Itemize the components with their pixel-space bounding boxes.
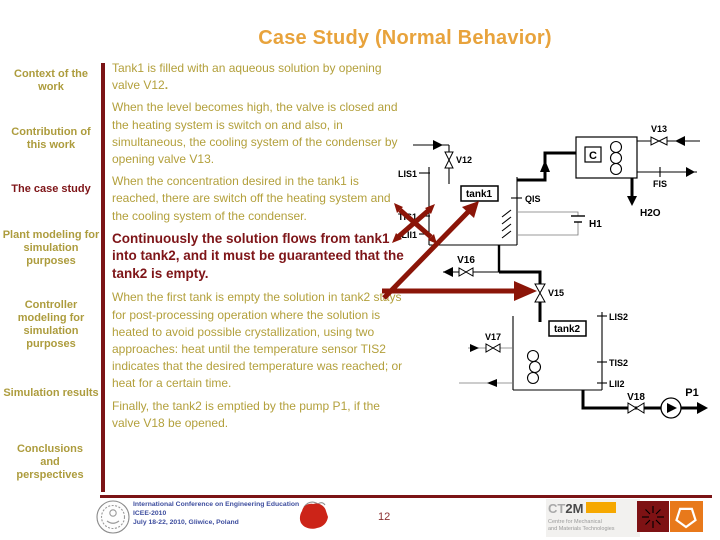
conference-name: International Conference on Engineering Education: [133, 501, 300, 508]
flow-arrow-right-icon: [470, 344, 479, 352]
h2o-label: H2O: [640, 208, 661, 219]
vapor-pipe-group: [517, 153, 576, 180]
flow-arrow-left-icon: [443, 267, 453, 277]
flow-arrow-out-icon: [697, 402, 708, 414]
footer-divider: [100, 495, 712, 498]
feed-line-group: [413, 140, 472, 184]
paragraph-highlight-flow: Continuously the solution flows from tank1 into tank2, and it must be guaranteed that the tank2 is empty.: [112, 230, 404, 281]
tank1-heater-coil-icon: [502, 210, 511, 238]
tank2-drain-group: [583, 387, 708, 418]
valve-v18-icon: [628, 403, 644, 413]
condenser-group: [576, 137, 637, 178]
pump-p1-icon: [661, 398, 681, 418]
ct2m-subtitle-line2: and Materials Technologies: [548, 525, 615, 532]
conference-edition: ICEE-2010: [133, 510, 167, 517]
process-diagram: [378, 118, 715, 428]
sidebar-separator: [101, 63, 105, 492]
sensor-tis1-label: TIS1: [397, 212, 417, 222]
flow-arrow-left-icon: [487, 379, 497, 387]
sidebar-item-plant-modeling[interactable]: Plant modeling for simulation purposes: [2, 229, 100, 267]
valve-v17-icon: [486, 344, 500, 352]
flow-arrow-down-icon: [627, 196, 637, 206]
paragraph-level-high: When the level becomes high, the valve is closed and the heating system is switch on and also, in simultaneous, the cooling system of the condenser by opening valve V13.: [112, 100, 398, 167]
sidebar-item-conclusions[interactable]: Conclusions and perspectives: [16, 443, 84, 481]
valve-v15-icon: [535, 284, 545, 302]
valve-v17-label: V17: [484, 332, 502, 342]
sidebar-item-context-of-work[interactable]: Context of the work: [14, 68, 88, 93]
paragraph-post-processing: When the first tank is empty the solution in tank2 stays for post-processing operation where the solution is heated to avoid possible crystallization, using two approaches: heat until the temperature sensor TIS2 indicates that the desired temperature was reached; or heat for a certain time.: [112, 290, 403, 391]
valve-v18-label: V18: [627, 392, 645, 403]
ct2m-orange-bar: [586, 502, 616, 513]
uminho-logo: [637, 501, 703, 533]
cooling-inlet-group: [637, 124, 700, 146]
sensor-fis-label: FIS: [652, 179, 668, 189]
ct2m-logo: [546, 499, 640, 537]
flow-arrow-in-icon: [433, 140, 443, 150]
valve-v16-icon: [459, 268, 473, 276]
ct2m-subtitle-line1: Centre for Mechanical: [548, 519, 602, 525]
v17-inlet-group: [468, 332, 513, 352]
valve-v16-label: V16: [457, 255, 475, 266]
sensor-lis1-label: LIS1: [397, 169, 417, 179]
sidebar-item-controller-modeling[interactable]: Controller modeling for simulation purposes: [17, 299, 85, 350]
page-number: 12: [378, 511, 391, 523]
fis-outlet-group: [637, 167, 697, 189]
conference-seal-logo: [95, 499, 131, 535]
paragraph-emptied-pump: Finally, the tank2 is emptied by the pump P1, if the valve V18 be opened.: [112, 398, 380, 430]
sidebar-item-simulation-results[interactable]: Simulation results: [3, 387, 99, 399]
condenser-c-label: C: [589, 150, 597, 162]
paragraph-concentration: When the concentration desired in the tank1 is reached, there are switch off the heating system and the cooling system of the condenser.: [112, 174, 391, 223]
flow-arrow-up-icon: [540, 160, 550, 172]
valve-v13-label: V13: [650, 124, 668, 134]
page-title: Case Study (Normal Behavior): [258, 27, 552, 49]
sensor-lii1-label: LII1: [401, 230, 417, 240]
bold-period: .: [164, 78, 169, 93]
annotation-arrows-group: [382, 201, 537, 301]
tank1-label: tank1: [465, 189, 493, 200]
pump-p1-label: P1: [685, 387, 699, 399]
sidebar-item-contribution[interactable]: Contribution of this work: [11, 126, 91, 151]
sensor-tis2-label: TIS2: [609, 358, 629, 368]
tank1-drain-group: [443, 245, 564, 322]
icee-poland-logo: [294, 499, 334, 535]
valve-v12-label: V12: [456, 155, 473, 165]
red-arrow-to-v15-icon: [514, 281, 537, 301]
ct2m-wordmark: [548, 500, 638, 518]
conference-date-location: July 18-22, 2010, Gliwice, Poland: [133, 519, 239, 526]
heater-h1-group: [517, 212, 602, 235]
valve-v13-icon: [651, 137, 667, 145]
tank2-group: [459, 312, 628, 390]
sensor-qis-label: QIS: [525, 194, 541, 204]
conference-info: [133, 500, 299, 527]
flow-arrow-right-icon: [686, 167, 695, 177]
tank2-heater-coil-icon: [528, 351, 541, 384]
sensor-lii2-label: LII2: [609, 379, 625, 389]
sensor-lis2-label: LIS2: [609, 312, 629, 322]
valve-v12-icon: [445, 152, 453, 168]
valve-v15-label: V15: [548, 288, 565, 298]
ct2m-2m: 2M: [565, 501, 584, 516]
paragraph-fill-tank1: Tank1 is filled with an aqueous solution by opening valve V12.: [112, 61, 382, 93]
ct2m-ct: CT: [548, 501, 566, 516]
tank2-label: tank2: [553, 324, 581, 335]
flow-arrow-left-icon: [675, 136, 685, 146]
heater-h1-label: H1: [589, 219, 602, 230]
sidebar-item-case-study[interactable]: The case study: [11, 183, 91, 195]
tank2-vent-line: [459, 379, 513, 387]
slide-body-text: [112, 60, 404, 437]
